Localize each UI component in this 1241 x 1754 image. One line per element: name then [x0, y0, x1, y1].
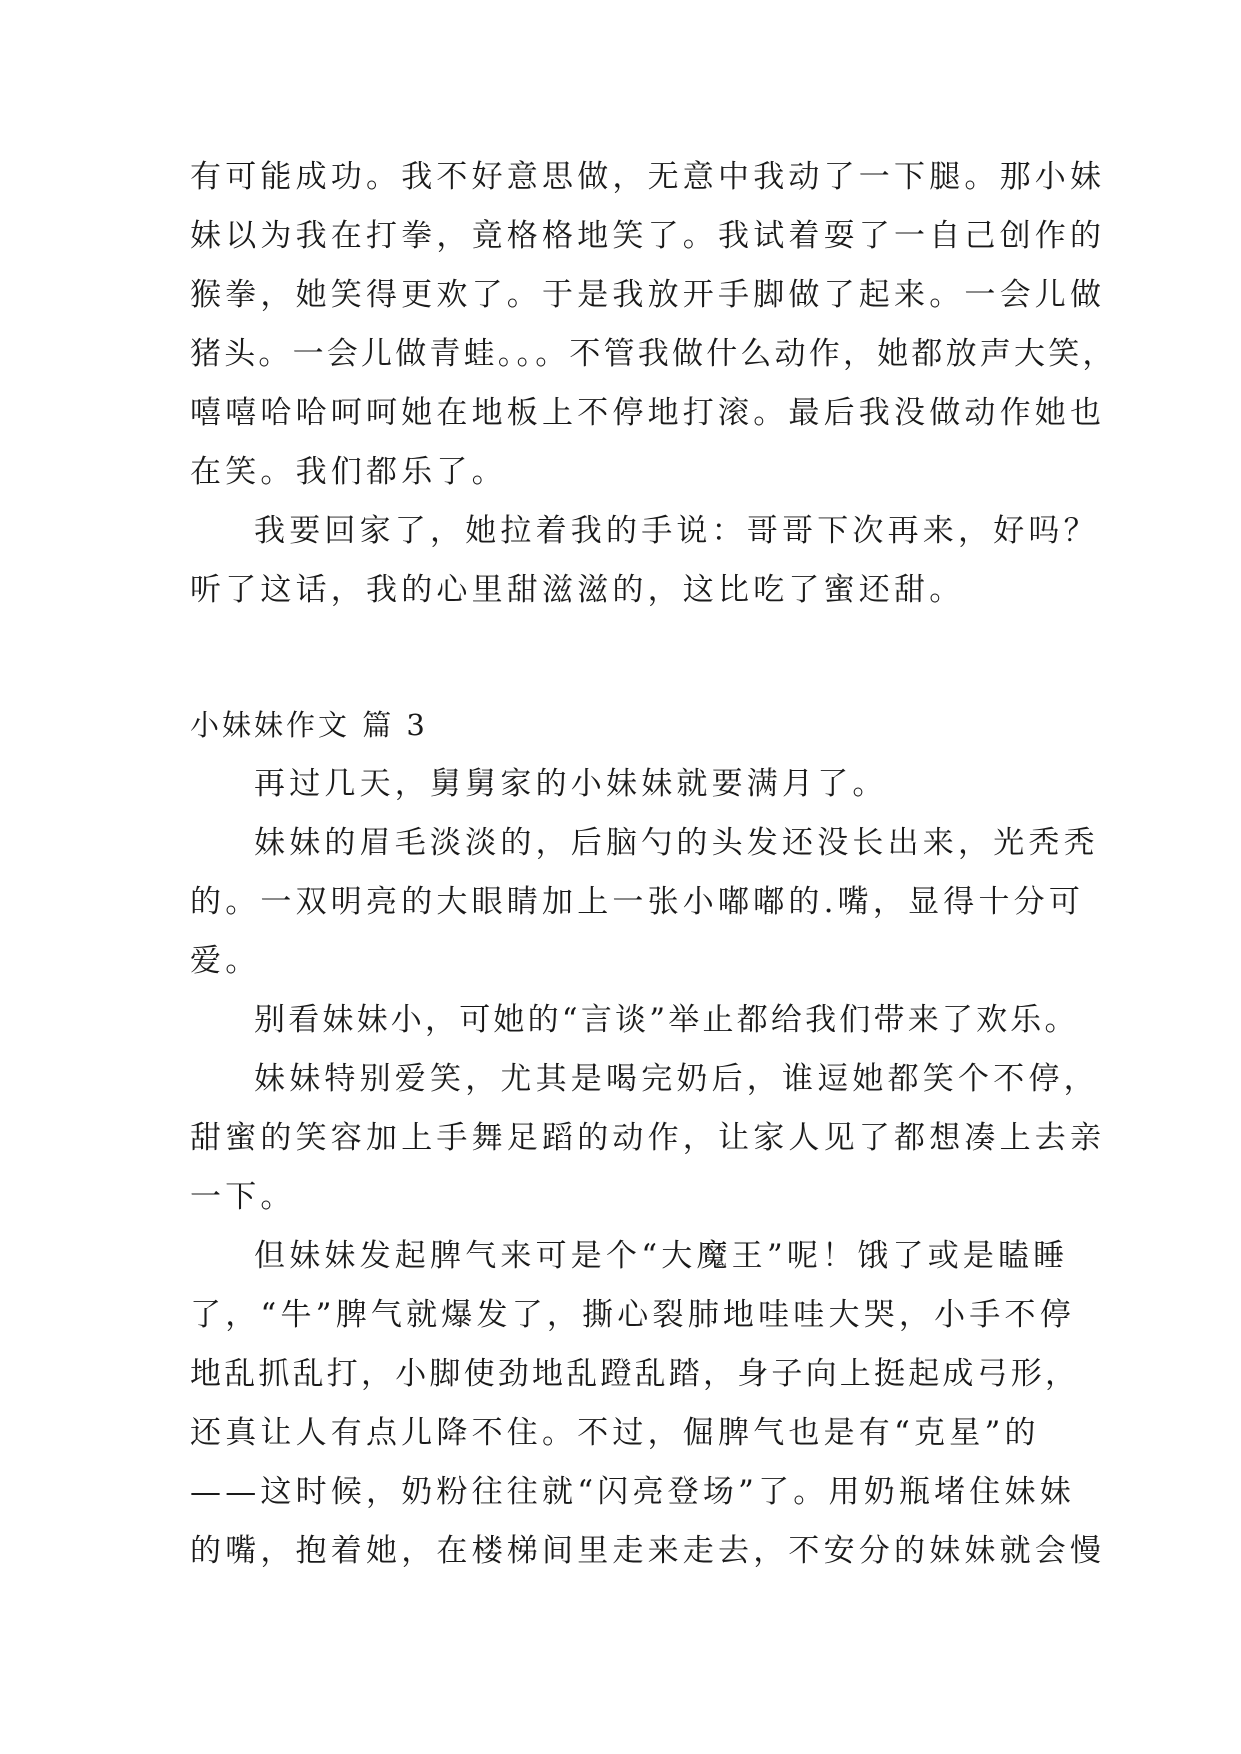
text-line: 地乱抓乱打，小脚使劲地乱蹬乱踏，身子向上挺起成弓形， [190, 1356, 1080, 1392]
text-line: 一下。 [190, 1179, 296, 1215]
text-line: 甜蜜的笑容加上手舞足蹈的动作，让家人见了都想凑上去亲 [190, 1120, 1106, 1156]
paragraph [190, 755, 1052, 814]
text-line: 猴拳，她笑得更欢了。于是我放开手脚做了起来。一会儿做 [190, 277, 1106, 313]
section-title: 小妹妹作文 篇 3 [190, 708, 428, 742]
text-line: 听了这话，我的心里甜滋滋的，这比吃了蜜还甜。 [190, 572, 965, 608]
text-line: ——这时候，奶粉往往就“闪亮登场”了。用奶瓶堵住妹妹 [190, 1474, 1075, 1510]
text-line: 猪头。一会儿做青蛙。。。不管我做什么动作，她都放声大笑， [190, 336, 1117, 372]
text-line: 妹以为我在打拳，竟格格地笑了。我试着耍了一自己创作的 [190, 218, 1106, 254]
paragraph [190, 1227, 1106, 1581]
text-line: 的。一双明亮的大眼睛加上一张小嘟嘟的.嘴，显得十分可 [190, 884, 1085, 920]
text-line: 了，“牛”脾气就爆发了，撕心裂肺地哇哇大哭，小手不停 [190, 1297, 1075, 1333]
text-line: 有可能成功。我不好意思做，无意中我动了一下腿。那小妹 [190, 159, 1106, 195]
text-line: 但妹妹发起脾气来可是个“大魔王”呢！饿了或是瞌睡 [254, 1238, 1069, 1274]
text-line: 在笑。我们都乐了。 [190, 454, 507, 490]
text-line: 的嘴，抱着她，在楼梯间里走来走去，不安分的妹妹就会慢 [190, 1533, 1106, 1569]
text-line: 别看妹妹小，可她的“言谈”举止都给我们带来了欢乐。 [254, 1002, 1079, 1038]
text-line: 嘻嘻哈哈呵呵她在地板上不停地打滚。最后我没做动作她也 [190, 395, 1106, 431]
text-line: 再过几天，舅舅家的小妹妹就要满月了。 [254, 766, 888, 802]
document-page [190, 148, 1117, 1581]
text-line: 妹妹的眉毛淡淡的，后脑勺的头发还没长出来，光秃秃 [254, 825, 1099, 861]
text-line: 我要回家了，她拉着我的手说：哥哥下次再来，好吗？ [254, 513, 1099, 549]
paragraph [190, 502, 1099, 620]
text-line: 爱。 [190, 943, 261, 979]
section-gap [190, 620, 1052, 696]
text-line: 还真让人有点儿降不住。不过，倔脾气也是有“克星”的 [190, 1415, 1040, 1451]
paragraph [190, 814, 1099, 991]
paragraph [190, 1050, 1106, 1227]
paragraph [190, 991, 1079, 1050]
text-line: 妹妹特别爱笑，尤其是喝完奶后，谁逗她都笑个不停， [254, 1061, 1099, 1097]
paragraph [190, 148, 1117, 502]
